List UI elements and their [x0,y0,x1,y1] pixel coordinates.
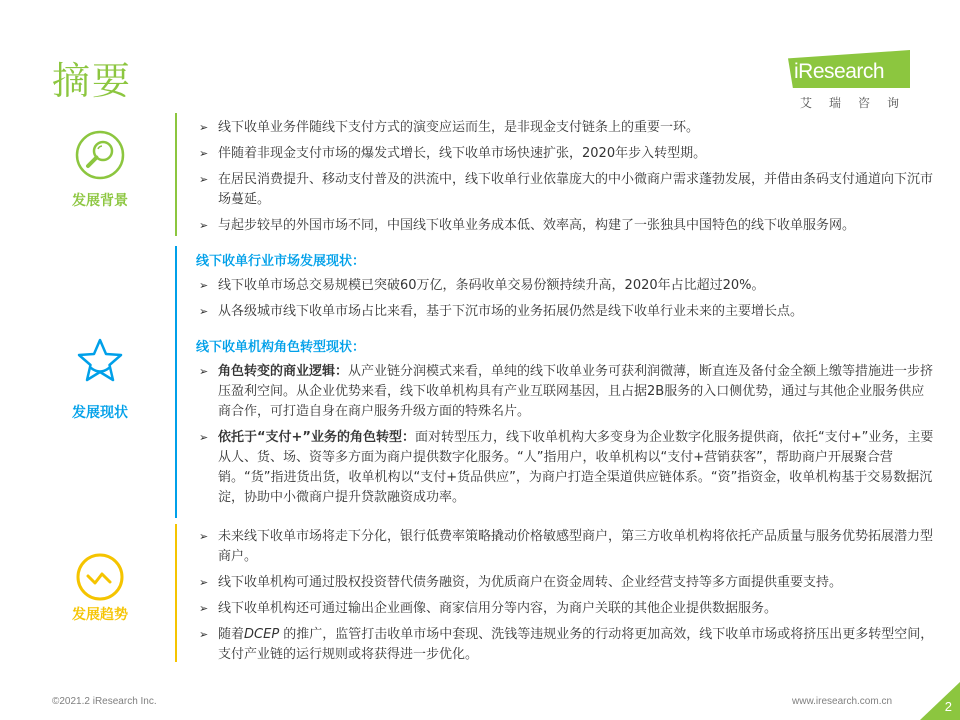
arrow-bullet-icon: ➢ [199,279,209,292]
subsection-heading: 线下收单行业市场发展现状： [196,254,366,269]
section-trend-content [196,527,936,665]
section-background-icon-col [60,128,140,218]
section-label-background: 发展背景 [72,193,128,209]
list-item: ➢ 与起步较早的外国市场不同，中国线下收单业务成本低、效率高，构建了一张独具中国特色的线下收单服务网。 [196,216,936,236]
list-item: ➢ 未来线下收单市场将走下分化，银行低费率策略撬动价格敏感型商户，第三方收单机构将依托产品质量与服务优势拓展潜力型商户。 [199,529,934,564]
arrow-bullet-icon: ➢ [199,431,209,444]
logo-text: iResearch [794,60,885,83]
subsection-heading: 线下收单机构角色转型现状： [196,340,366,355]
section-label-trend: 发展趋势 [72,607,128,623]
list-item: ➢ 角色转变的商业逻辑：从产业链分润模式来看，单纯的线下收单业务可获利润微薄，断直连及备付金全额上缴等措施进一步挤压盈利空间。从企业优势来看，线下收单机构具有产业互联网基因，且占据2B服务的入口侧优势，通过与其他企业服务供应商合作，可打造自身在商户服务升级方面的特殊名片。 [199,364,934,419]
arrow-bullet-icon: ➢ [199,305,209,318]
trend-icon [75,552,125,602]
arrow-bullet-icon: ➢ [199,121,209,134]
page-corner-decoration [920,682,960,720]
list-item: ➢ 线下收单机构还可通过输出企业画像、商家信用分等内容，为商户关联的其他企业提供数据服务。 [196,599,936,619]
section-background-content [196,118,936,236]
section-status-content [196,252,936,508]
arrow-bullet-icon: ➢ [199,173,209,186]
arrow-bullet-icon: ➢ [199,628,209,641]
arrow-bullet-icon: ➢ [199,576,209,589]
star-icon [75,336,125,386]
arrow-bullet-icon: ➢ [199,219,209,232]
list-item: ➢ 伴随着非现金支付市场的爆发式增长，线下收单市场快速扩张，2020年步入转型期。 [196,144,936,164]
website-url: www.iresearch.com.cn [792,696,893,707]
page-number: 2 [944,699,952,714]
divider-blue [175,246,177,518]
list-item: ➢ 在居民消费提升、移动支付普及的洪流中，线下收单行业依靠庞大的中小微商户需求蓬勃发展，并借由条码支付通道向下沉市场蔓延。 [199,172,934,207]
magnifier-icon [75,130,125,180]
arrow-bullet-icon: ➢ [199,602,209,615]
section-trend-icon-col [60,552,140,632]
list-item: ➢ 随着DCEP 的推广，监管打击收单市场中套现、洗钱等违规业务的行动将更加高效，线下收单市场或将挤压出更多转型空间，支付产业链的运行规则或将获得进一步优化。 [199,627,934,662]
list-item: ➢ 线下收单机构可通过股权投资替代债务融资，为优质商户在资金周转、企业经营支持等多方面提供重要支持。 [196,573,936,593]
list-item: ➢ 线下收单业务伴随线下支付方式的演变应运而生，是非现金支付链条上的重要一环。 [196,118,936,138]
iresearch-logo [788,50,918,116]
divider-yellow [175,524,177,662]
section-status-icon-col [60,336,140,426]
logo-subtitle: 艾瑞咨询 [800,96,917,110]
list-item: ➢ 从各级城市线下收单市场占比来看，基于下沉市场的业务拓展仍然是线下收单行业未来的主要增长点。 [196,302,936,322]
divider-green [175,113,177,236]
arrow-bullet-icon: ➢ [199,530,209,543]
section-label-status: 发展现状 [72,405,128,421]
arrow-bullet-icon: ➢ [199,147,209,160]
page-title: 摘要 [52,59,133,103]
copyright: ©2021.2 iResearch Inc. [52,696,157,707]
arrow-bullet-icon: ➢ [199,365,209,378]
list-item: ➢ 依托于“支付+”业务的角色转型：面对转型压力，线下收单机构大多变身为企业数字化服务提供商，依托“支付+”业务，主要从人、货、场、资等多方面为商户提供数字化服务。“人”指用户，收单机构以“支付+营销获客”，帮助商户开展聚合营销。“货”指进货出货，收单机构以“支付+货品供应”，为商户打造全渠道供应链体系。“资”指资金，收单机构基于交易数据沉淀，协助中小微商户提升贷款融资成功率。 [199,430,934,505]
list-item: ➢ 线下收单市场总交易规模已突破60万亿，条码收单交易份额持续升高，2020年占比超过20%。 [196,276,936,296]
